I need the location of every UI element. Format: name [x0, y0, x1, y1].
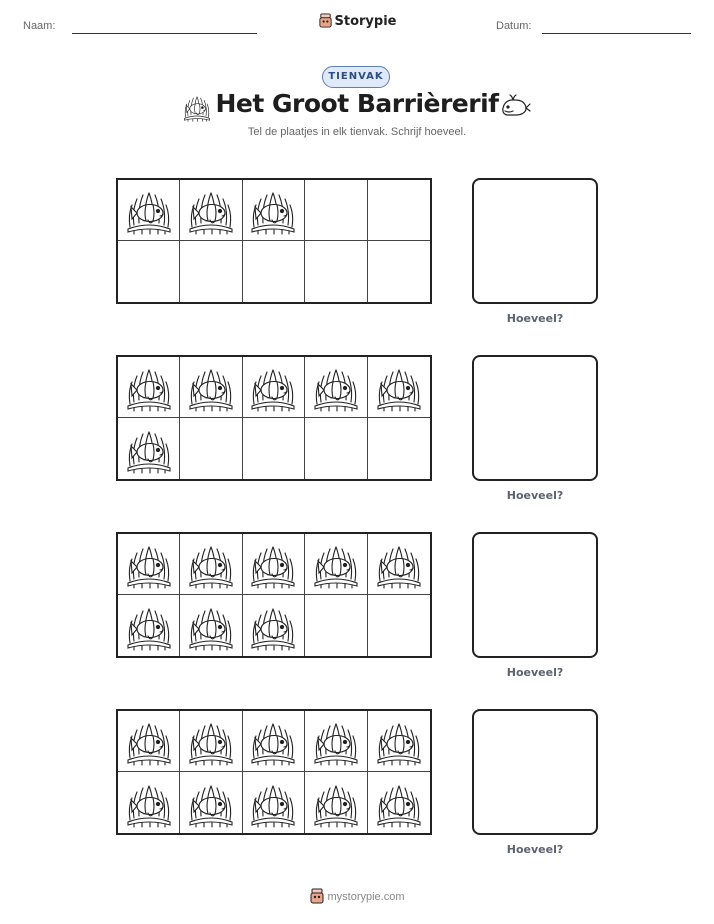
clownfish-in-anemone-icon — [124, 424, 174, 474]
clownfish-in-anemone-icon — [186, 539, 236, 589]
ten-frame-cell — [243, 418, 305, 479]
ten-frame-cell — [118, 772, 180, 833]
ten-frame-cell — [180, 418, 242, 479]
ten-frame-2 — [116, 355, 432, 481]
ten-frame-cell — [180, 180, 242, 241]
clownfish-in-anemone-icon — [186, 778, 236, 828]
ten-frame-cell — [243, 241, 305, 302]
ten-frame-cell — [305, 711, 367, 772]
ten-frame-4 — [116, 709, 432, 835]
answer-box-1[interactable] — [472, 178, 598, 304]
ten-frame-cell — [118, 241, 180, 302]
whale-decoration-icon — [499, 94, 531, 120]
ten-frame-cell — [180, 534, 242, 595]
page-title: Het Groot Barrièrerif — [215, 89, 499, 118]
date-label: Datum: — [496, 20, 532, 32]
clownfish-in-anemone-icon — [311, 362, 361, 412]
clownfish-in-anemone-icon — [311, 716, 361, 766]
clownfish-in-anemone-icon — [311, 539, 361, 589]
ten-frame-cell — [180, 711, 242, 772]
answer-label-2: Hoeveel? — [506, 489, 564, 502]
clownfish-in-anemone-icon — [248, 778, 298, 828]
ten-frame-cell — [305, 534, 367, 595]
worksheet-type-badge: TIENVAK — [322, 66, 390, 88]
name-field[interactable] — [72, 33, 257, 34]
answer-label-1: Hoeveel? — [506, 312, 564, 325]
ten-frame-cell — [243, 772, 305, 833]
name-label: Naam: — [23, 20, 56, 32]
clownfish-in-anemone-icon — [124, 539, 174, 589]
clownfish-in-anemone-icon — [248, 601, 298, 651]
ten-frame-cell — [305, 595, 367, 656]
answer-box-2[interactable] — [472, 355, 598, 481]
ten-frame-cell — [243, 595, 305, 656]
ten-frame-3 — [116, 532, 432, 658]
storypie-logo-icon — [318, 13, 333, 28]
clownfish-in-anemone-icon — [248, 539, 298, 589]
clownfish-in-anemone-icon — [124, 778, 174, 828]
ten-frame-cell — [118, 180, 180, 241]
ten-frame-cell — [243, 534, 305, 595]
clownfish-in-anemone-icon — [124, 185, 174, 235]
ten-frame-cell — [368, 711, 430, 772]
ten-frame-cell — [180, 772, 242, 833]
brand-name: Storypie — [334, 14, 397, 29]
clownfish-in-anemone-icon — [374, 539, 424, 589]
clownfish-in-anemone-icon — [248, 716, 298, 766]
ten-frame-cell — [368, 418, 430, 479]
ten-frame-cell — [368, 772, 430, 833]
answer-label-4: Hoeveel? — [506, 843, 564, 856]
date-field[interactable] — [542, 33, 691, 34]
ten-frame-cell — [368, 357, 430, 418]
ten-frame-cell — [118, 357, 180, 418]
clownfish-in-anemone-icon — [374, 778, 424, 828]
clownfish-in-anemone-icon — [124, 362, 174, 412]
ten-frame-cell — [305, 418, 367, 479]
answer-label-3: Hoeveel? — [506, 666, 564, 679]
ten-frame-cell — [243, 357, 305, 418]
clownfish-in-anemone-icon — [124, 601, 174, 651]
ten-frame-cell — [368, 595, 430, 656]
clownfish-in-anemone-icon — [374, 716, 424, 766]
ten-frame-cell — [180, 357, 242, 418]
ten-frame-cell — [305, 772, 367, 833]
ten-frame-cell — [368, 534, 430, 595]
ten-frame-cell — [118, 711, 180, 772]
clownfish-in-anemone-icon — [374, 362, 424, 412]
clownfish-in-anemone-icon — [248, 185, 298, 235]
ten-frame-cell — [118, 418, 180, 479]
ten-frame-cell — [180, 595, 242, 656]
ten-frame-cell — [243, 711, 305, 772]
clownfish-in-anemone-icon — [186, 362, 236, 412]
ten-frame-cell — [368, 241, 430, 302]
ten-frame-cell — [305, 241, 367, 302]
clownfish-in-anemone-icon — [124, 716, 174, 766]
ten-frame-cell — [243, 180, 305, 241]
footer-url: mystorypie.com — [327, 891, 405, 903]
ten-frame-cell — [368, 180, 430, 241]
clownfish-in-anemone-icon — [311, 778, 361, 828]
brand-logo — [0, 13, 714, 29]
clownfish-in-anemone-icon — [248, 362, 298, 412]
answer-box-4[interactable] — [472, 709, 598, 835]
ten-frame-cell — [118, 595, 180, 656]
ten-frame-cell — [305, 180, 367, 241]
instructions: Tel de plaatjes in elk tienvak. Schrijf hoeveel. — [247, 126, 467, 138]
storypie-logo-icon — [309, 888, 325, 904]
answer-box-3[interactable] — [472, 532, 598, 658]
clownfish-in-anemone-icon — [186, 185, 236, 235]
ten-frame-cell — [305, 357, 367, 418]
ten-frame-1 — [116, 178, 432, 304]
ten-frame-cell — [180, 241, 242, 302]
footer — [0, 888, 714, 904]
ten-frame-cell — [118, 534, 180, 595]
clownfish-in-anemone-icon — [186, 601, 236, 651]
clownfish-in-anemone-icon — [186, 716, 236, 766]
